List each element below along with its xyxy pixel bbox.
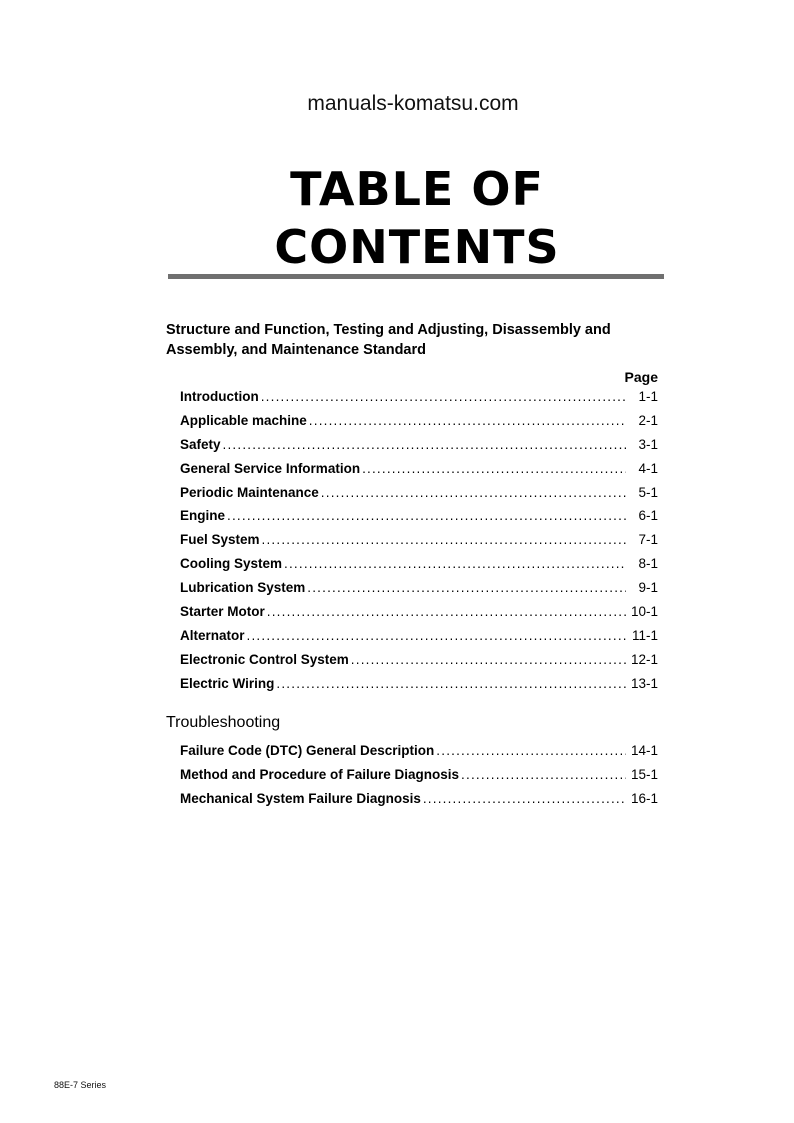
toc-entry-engine[interactable]	[180, 508, 658, 532]
site-url: manuals-komatsu.com	[307, 92, 519, 115]
toc-entry-page: 3-1	[638, 436, 658, 452]
toc-entry-label: Cooling System	[180, 556, 283, 572]
section-heading-structure	[166, 320, 666, 360]
toc-entry-method-procedure-failure-diagnosis[interactable]	[180, 767, 658, 791]
section-heading-troubleshooting: Troubleshooting	[166, 714, 281, 731]
toc-entry-label: Alternator	[180, 627, 245, 643]
toc-entry-label: Introduction	[180, 389, 259, 404]
leader-dots	[261, 389, 626, 404]
title-divider	[168, 274, 664, 279]
toc-entry-page: 14-1	[630, 743, 658, 758]
section-heading-line1: Structure and Function, Testing and Adjusting, Disassembly and	[166, 322, 611, 338]
toc-entry-page: 16-1	[630, 790, 658, 806]
toc-entry-page: 8-1	[638, 556, 658, 572]
toc-entry-starter-motor[interactable]	[180, 604, 658, 628]
toc-entry-label: General Service Information	[180, 460, 361, 476]
leader-dots	[436, 743, 626, 758]
toc-entry-lubrication-system[interactable]	[180, 580, 658, 604]
toc-entry-electronic-control-system[interactable]	[180, 652, 658, 676]
toc-entry-safety[interactable]	[180, 437, 658, 461]
toc-entry-alternator[interactable]	[180, 628, 658, 652]
page-column-header: Page	[624, 369, 658, 385]
toc-entry-page: 5-1	[638, 484, 658, 500]
toc-entry-general-service-information[interactable]	[180, 461, 658, 485]
leader-dots	[262, 532, 626, 547]
leader-dots	[267, 604, 626, 619]
toc-entry-page: 6-1	[638, 508, 658, 524]
leader-dots	[423, 791, 626, 806]
toc-entry-page: 12-1	[630, 651, 658, 667]
toc-entry-fuel-system[interactable]	[180, 532, 658, 556]
toc-entry-label: Fuel System	[180, 532, 260, 548]
toc-entry-page: 7-1	[638, 532, 658, 548]
toc-entry-label: Lubrication System	[180, 580, 306, 596]
toc-entry-page: 11-1	[631, 627, 658, 643]
toc-entry-page: 10-1	[630, 604, 658, 620]
leader-dots	[362, 461, 626, 476]
toc-entry-page: 9-1	[638, 580, 658, 596]
toc-entry-page: 13-1	[630, 675, 658, 691]
toc-entry-page: 1-1	[638, 389, 658, 404]
page-title-line1: TABLE OF	[290, 162, 544, 216]
toc-entry-page: 4-1	[638, 460, 658, 476]
leader-dots	[351, 652, 626, 667]
leader-dots	[307, 580, 626, 595]
leader-dots	[321, 485, 626, 500]
toc-entry-label: Mechanical System Failure Diagnosis	[180, 790, 421, 806]
leader-dots	[247, 628, 626, 643]
toc-list-section1	[180, 389, 658, 700]
toc-entry-label: Engine	[180, 508, 226, 524]
toc-entry-label: Electric Wiring	[180, 675, 275, 691]
toc-entry-periodic-maintenance[interactable]	[180, 485, 658, 509]
toc-entry-label: Safety	[180, 436, 221, 452]
toc-entry-introduction[interactable]	[180, 389, 658, 413]
section-heading-line2: Assembly, and Maintenance Standard	[166, 342, 426, 358]
toc-entry-label: Failure Code (DTC) General Description	[180, 743, 435, 758]
toc-entry-page: 15-1	[630, 766, 658, 782]
toc-entry-page: 2-1	[638, 412, 658, 428]
toc-entry-cooling-system[interactable]	[180, 556, 658, 580]
leader-dots	[276, 676, 626, 691]
toc-entry-label: Starter Motor	[180, 604, 265, 620]
leader-dots	[284, 556, 626, 571]
toc-entry-failure-code-dtc[interactable]	[180, 743, 658, 767]
leader-dots	[223, 437, 626, 452]
toc-entry-electric-wiring[interactable]	[180, 676, 658, 700]
toc-entry-label: Method and Procedure of Failure Diagnosis	[180, 766, 460, 782]
page-title-line2: CONTENTS	[274, 220, 560, 274]
toc-entry-label: Periodic Maintenance	[180, 484, 319, 500]
toc-entry-applicable-machine[interactable]	[180, 413, 658, 437]
toc-entry-mechanical-system-failure-diagnosis[interactable]	[180, 791, 658, 815]
toc-entry-label: Electronic Control System	[180, 651, 349, 667]
footer-series: 88E-7 Series	[54, 1080, 107, 1090]
toc-list-section2	[180, 743, 658, 815]
leader-dots	[309, 413, 626, 428]
toc-entry-label: Applicable machine	[180, 412, 307, 428]
leader-dots	[461, 767, 626, 782]
leader-dots	[227, 508, 626, 523]
